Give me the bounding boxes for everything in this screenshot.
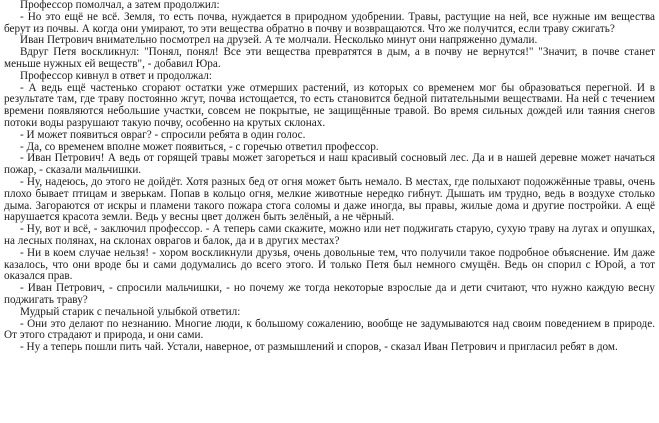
paragraph: Профессор кивнул в ответ и продолжал: (20, 69, 212, 82)
paragraph: Мудрый старик с печальной улыбкой ответил: (20, 305, 241, 318)
paragraph: - Ну а теперь пошли пить чай. Устали, наверное, от размышлений и споров, - сказал Иван Петрович и пригласил ребят в дом. (20, 341, 618, 354)
paragraph: Вдруг Петя воскликнул: "Понял, понял! Все эти вещества превратятся в дым, а в почву не вернутся!" "Значит, в почве станет меньше нужных ей веществ", - добавил Юра. (4, 46, 655, 70)
paragraph: - И может появиться овраг? - спросили ребята в один голос. (20, 128, 306, 141)
paragraph: - Ни в коем случае нельзя! - хором воскликнули друзья, очень довольные тем, что получили такое подробное объяснение. Им даже казалось, что они вроде бы и сами додумались до всего этого. И только Петя был немного смущён. Ведь он спорил с Юрой, а тот оказался прав. (4, 246, 655, 283)
paragraph: - А ведь ещё частенько сгорают остатки уже отмерших растений, из которых со временем мог бы образоваться перегной. И в результате там, где траву постоянно жгут, почва истощается, то есть становится бедной питательными веществами. На ней с течением времени появляются небольшие участки, совсем не покрытые, не защищённые травой. Во время сильных дождей или таяния снегов потоки воды разрушают такую почву, особенно на крутых склонах. (4, 81, 655, 129)
paragraph: - Но это ещё не всё. Земля, то есть почва, нуждается в природном удобрении. Травы, растущие на ней, все нужные им вещества берут из почвы. А когда они умирают, то эти вещества обратно в почву и возвращаются. Что же получится, если траву сжигать? (4, 10, 655, 35)
paragraph: Иван Петрович внимательно посмотрел на друзей. А те молчали. Несколько минут они напряженно думали. (20, 34, 538, 47)
paragraph: - Иван Петрович, - спросили мальчишки, - но почему же тогда некоторые взрослые да и дети считают, что нужно каждую весну поджигать траву? (4, 282, 655, 306)
paragraph: - Ну, вот и всё, - заключил профессор. - А теперь сами скажите, можно или нет поджигать старую, сухую траву на лугах и опушках, на лесных полянах, на склонах оврагов и балок, да и в других местах? (4, 223, 655, 247)
paragraph: Профессор помолчал, а затем продолжил: (20, 0, 220, 11)
paragraph: - Ну, надеюсь, до этого не дойдёт. Хотя разных бед от огня может быть немало. В местах, где полыхают подожжённые травы, очень плохо бывает птицам и зверькам. Попав в кольцо огня, мелкие животные нередко гибнут. Дышать им трудно, ведь в воздухе столько дыма. Загораются от искры и пламени такого пожара стога соломы и даже иногда, вы правы, жилые дома и другие постройки. А ещё нарушается красота земли. Ведь у весны цвет должен быть зелёный, а не чёрный. (4, 175, 655, 224)
paragraph: - Да, со временем вполне может появиться, - с горечью ответил профессор. (20, 140, 379, 153)
paragraph: - Иван Петрович! А ведь от горящей травы может загореться и наш красивый сосновый лес. Да и в нашей деревне может начаться пожар, - сказали мальчишки. (4, 152, 655, 177)
paragraph: - Они это делают по незнанию. Многие люди, к большому сожалению, вообще не задумываются над своим поведением в природе. От этого страдают и природа, и они сами. (4, 317, 655, 342)
